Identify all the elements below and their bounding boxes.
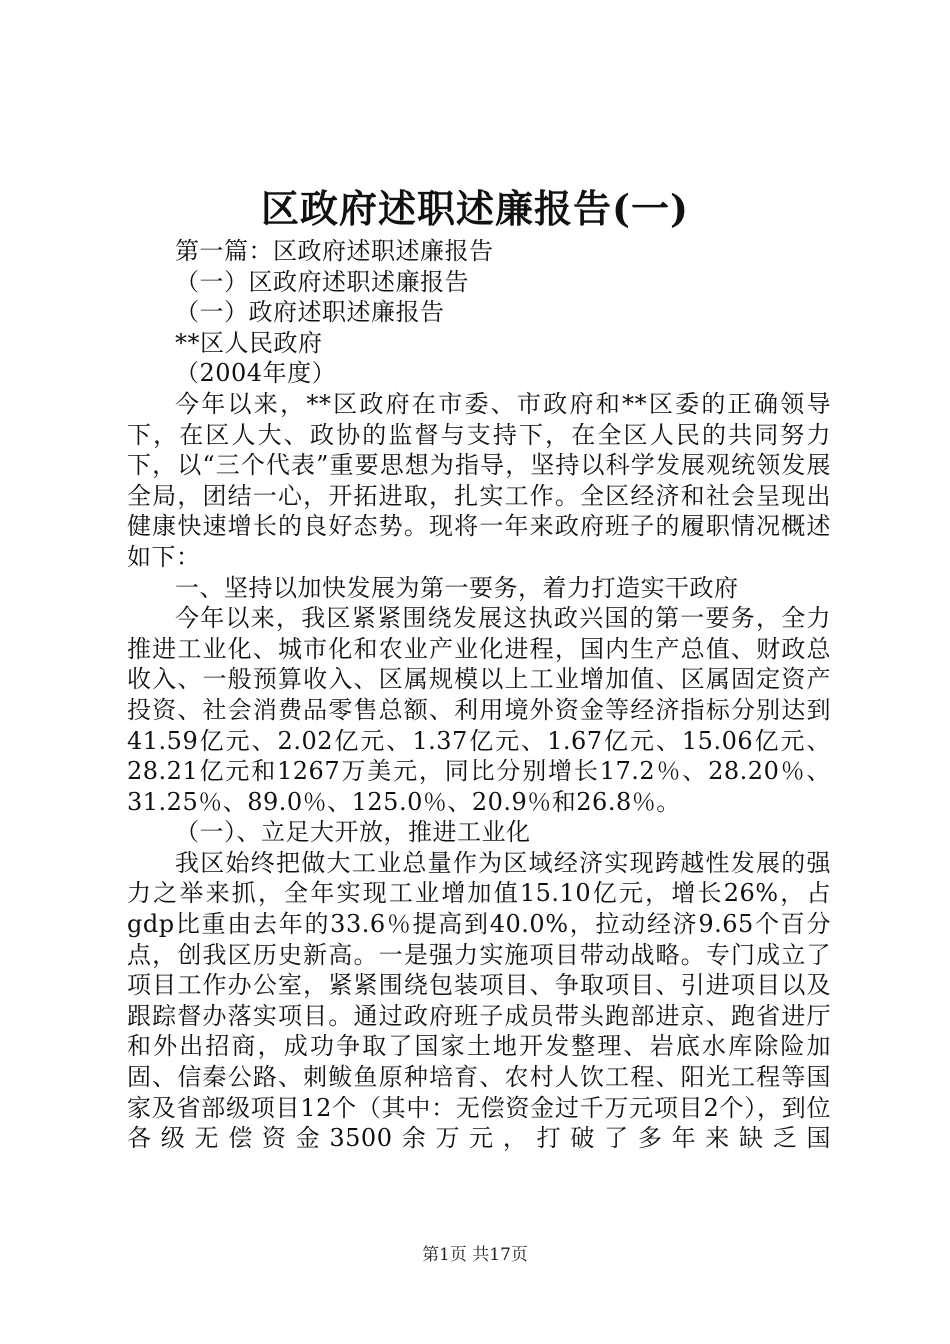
- subsection-heading: （一）、立足大开放，推进工业化: [175, 818, 531, 847]
- section-heading: 一、坚持以加快发展为第一要务，着力打造实干政府: [175, 573, 739, 602]
- body-paragraph: 今年以来，**区政府在市委、市政府和**区委的正确领导下，在区人大、政协的监督与支持下，在全区人民的共同努力下，以“三个代表”重要思想为指导，坚持以科学发展观统领发展全局，团结一心，开拓进取，扎实工作。全区经济和社会呈现出健康快速增长的良好态势。现将一年来政府班子的履职情况概述如下：: [127, 389, 831, 571]
- body-paragraph: （一）区政府述职述廉报告: [175, 267, 469, 296]
- document-body: [127, 236, 831, 1154]
- document-title: 区政府述职述廉报告(一): [261, 186, 689, 231]
- body-paragraph: **区人民政府: [175, 328, 323, 357]
- body-paragraph: 我区始终把做大工业总量作为区域经济实现跨越性发展的强力之举来抓，全年实现工业增加值15.10亿元，增长26%，占gdp比重由去年的33.6％提高到40.0%，拉动经济9.65个百分点，创我区历史新高。一是强力实施项目带动战略。专门成立了项目工作办公室，紧紧围绕包装项目、争取项目、引进项目以及跟踪督办落实项目。通过政府班子成员带头跑部进京、跑省进厅和外出招商，成功争取了国家土地开发整理、岩底水库除险加固、信秦公路、刺鲅鱼原种培育、农村人饮工程、阳光工程等国家及省部级项目12个（其中：无偿资金过千万元项目2个），到位各级无偿资金3500余万元，打破了多年来缺乏国: [127, 848, 831, 1153]
- body-paragraph: 今年以来，我区紧紧围绕发展这执政兴国的第一要务，全力推进工业化、城市化和农业产业化进程，国内生产总值、财政总收入、一般预算收入、区属规模以上工业增加值、区属固定资产投资、社会消费品零售总额、利用境外资金等经济指标分别达到41.59亿元、2.02亿元、1.37亿元、1.67亿元、15.06亿元、28.21亿元和1267万美元，同比分别增长17.2％、28.20％、31.25％、89.0％、125.0％、20.9％和26.8％。: [127, 604, 831, 816]
- body-paragraph: （2004年度）: [175, 359, 337, 388]
- body-paragraph: （一）政府述职述廉报告: [175, 298, 445, 327]
- body-paragraph: 第一篇：区政府述职述廉报告: [175, 237, 494, 265]
- page-number-footer: 第1页 共17页: [422, 1245, 528, 1265]
